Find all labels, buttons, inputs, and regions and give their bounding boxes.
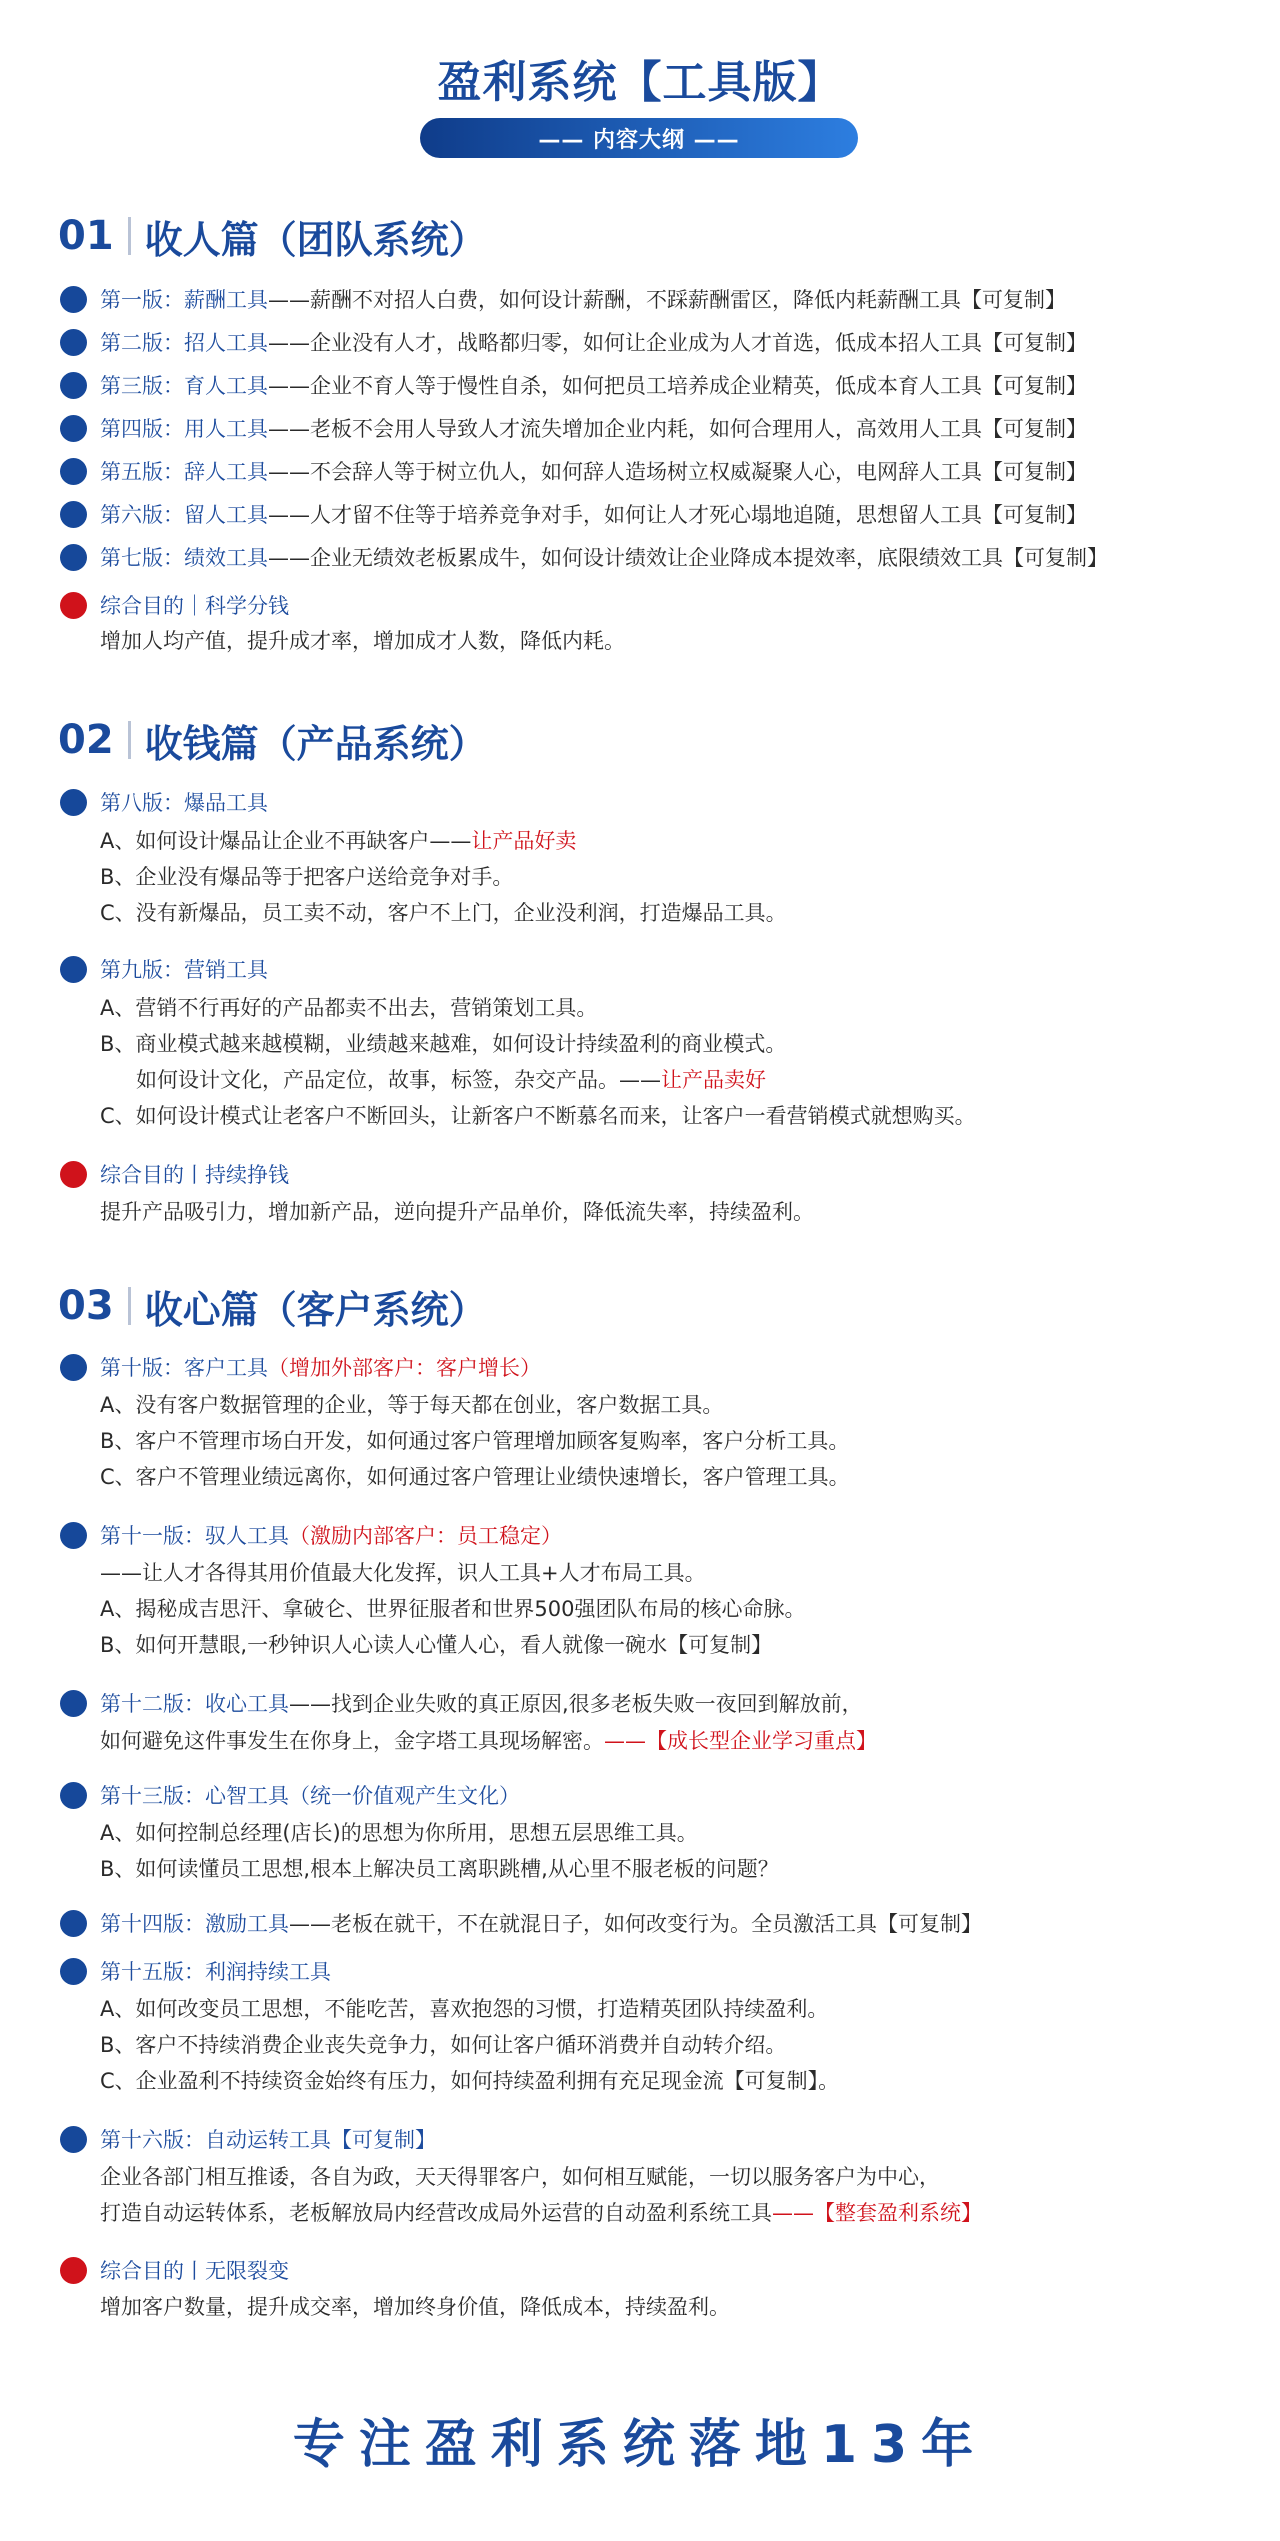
item-desc: ——薪酬不对招人白费，如何设计薪酬，不踩薪酬雷区，降低内耗薪酬工具【可复制】 xyxy=(268,288,1066,312)
block-label: 第十六版：自动运转工具【可复制】 xyxy=(100,2128,436,2152)
block-line: 如何设计文化，产品定位，故事，标签，杂交产品。——让产品卖好 xyxy=(136,1068,766,1092)
block-line: A、揭秘成吉思汗、拿破仑、世界征服者和世界500强团队布局的核心命脉。 xyxy=(100,1597,806,1621)
bullet-dot-icon xyxy=(60,789,87,816)
section-03-heading xyxy=(58,1278,487,1334)
block-heading xyxy=(60,785,268,819)
item-desc: ——企业无绩效老板累成牛，如何设计绩效让企业降成本提效率，底限绩效工具【可复制】 xyxy=(268,546,1108,570)
block-line: C、企业盈利不持续资金始终有压力，如何持续盈利拥有充足现金流【可复制】。 xyxy=(100,2069,840,2093)
item-label: 第五版：辞人工具 xyxy=(100,460,268,484)
block-label: 第十版：客户工具 xyxy=(100,1356,268,1380)
item-desc: ——不会辞人等于树立仇人，如何辞人造场树立权威凝聚人心，电网辞人工具【可复制】 xyxy=(268,460,1087,484)
bullet-dot-icon xyxy=(60,1690,87,1717)
list-item xyxy=(60,368,1087,402)
goal-label: 综合目的丨持续挣钱 xyxy=(100,1163,289,1187)
bullet-dot-icon xyxy=(60,956,87,983)
list-item xyxy=(60,540,1108,574)
goal-desc: 提升产品吸引力，增加新产品，逆向提升产品单价，降低流失率，持续盈利。 xyxy=(100,1200,814,1224)
block-heading xyxy=(60,1906,982,1940)
block-heading xyxy=(60,952,268,986)
goal-dot-icon xyxy=(60,2257,87,2284)
item-label: 第一版：薪酬工具 xyxy=(100,288,268,312)
block-line: A、没有客户数据管理的企业，等于每天都在创业，客户数据工具。 xyxy=(100,1393,724,1417)
section-number: 03 xyxy=(58,1283,114,1329)
block-label: 第十五版：利润持续工具 xyxy=(100,1960,331,1984)
block-heading xyxy=(60,2122,436,2156)
goal-dot-icon xyxy=(60,592,87,619)
page-title: 盈利系统【工具版】 xyxy=(437,57,843,108)
footer-slogan: 专注盈利系统落地13年 xyxy=(292,2415,988,2475)
list-item xyxy=(60,411,1087,445)
block-line: A、如何改变员工思想，不能吃苦，喜欢抱怨的习惯，打造精英团队持续盈利。 xyxy=(100,1997,829,2021)
section-title: 收钱篇（产品系统） xyxy=(144,721,487,766)
goal-label: 综合目的丨无限裂变 xyxy=(100,2259,289,2283)
section-divider xyxy=(128,217,131,255)
item-label: 第六版：留人工具 xyxy=(100,503,268,527)
goal-heading xyxy=(60,1157,289,1191)
goal-desc: 增加客户数量，提升成交率，增加终身价值，降低成本，持续盈利。 xyxy=(100,2295,730,2319)
bullet-dot-icon xyxy=(60,286,87,313)
list-item xyxy=(60,497,1087,531)
bullet-dot-icon xyxy=(60,1354,87,1381)
block-label: 第十二版：收心工具 xyxy=(100,1692,289,1716)
bullet-dot-icon xyxy=(60,329,87,356)
list-item xyxy=(60,325,1087,359)
bullet-dot-icon xyxy=(60,1522,87,1549)
block-line: A、如何设计爆品让企业不再缺客户——让产品好卖 xyxy=(100,829,577,853)
block-label-highlight: （激励内部客户：员工稳定） xyxy=(289,1524,562,1548)
list-item xyxy=(60,282,1066,316)
block-line: A、营销不行再好的产品都卖不出去，营销策划工具。 xyxy=(100,996,598,1020)
block-line: 如何避免这件事发生在你身上，金字塔工具现场解密。——【成长型企业学习重点】 xyxy=(100,1729,877,1753)
block-heading xyxy=(60,1350,541,1384)
item-label: 第四版：用人工具 xyxy=(100,417,268,441)
section-02-heading xyxy=(58,712,487,768)
goal-desc: 增加人均产值，提升成才率，增加成才人数，降低内耗。 xyxy=(100,629,625,653)
section-title: 收人篇（团队系统） xyxy=(144,217,487,262)
block-heading xyxy=(60,1686,863,1720)
item-label: 第七版：绩效工具 xyxy=(100,546,268,570)
block-heading xyxy=(60,1518,562,1552)
block-line: C、没有新爆品，员工卖不动，客户不上门，企业没利润，打造爆品工具。 xyxy=(100,901,787,925)
block-label: 第九版：营销工具 xyxy=(100,958,268,982)
block-line: B、如何开慧眼,一秒钟识人心读人心懂人心，看人就像一碗水【可复制】 xyxy=(100,1633,773,1657)
outline-pill: —— 内容大纲 —— xyxy=(420,118,858,158)
item-desc: ——企业没有人才，战略都归零，如何让企业成为人才首选，低成本招人工具【可复制】 xyxy=(268,331,1087,355)
block-label: 第十一版：驭人工具 xyxy=(100,1524,289,1548)
block-label: 第十四版：激励工具 xyxy=(100,1912,289,1936)
block-line: 企业各部门相互推诿，各自为政，天天得罪客户，如何相互赋能，一切以服务客户为中心， xyxy=(100,2165,940,2189)
item-desc: ——人才留不住等于培养竞争对手，如何让人才死心塌地追随，思想留人工具【可复制】 xyxy=(268,503,1087,527)
section-01-heading xyxy=(58,208,487,264)
bullet-dot-icon xyxy=(60,1782,87,1809)
block-line: B、客户不管理市场白开发，如何通过客户管理增加顾客复购率，客户分析工具。 xyxy=(100,1429,850,1453)
block-label-highlight: （增加外部客户：客户增长） xyxy=(268,1356,541,1380)
block-line: A、如何控制总经理(店长)的思想为你所用，思想五层思维工具。 xyxy=(100,1821,698,1845)
goal-heading xyxy=(60,588,289,622)
section-number: 02 xyxy=(58,717,114,763)
block-line: B、企业没有爆品等于把客户送给竞争对手。 xyxy=(100,865,514,889)
block-label-desc: ——老板在就干，不在就混日子，如何改变行为。全员激活工具【可复制】 xyxy=(289,1912,982,1936)
block-heading xyxy=(60,1778,520,1812)
bullet-dot-icon xyxy=(60,458,87,485)
block-heading xyxy=(60,1954,331,1988)
bullet-dot-icon xyxy=(60,372,87,399)
block-line: B、客户不持续消费企业丧失竞争力，如何让客户循环消费并自动转介绍。 xyxy=(100,2033,787,2057)
item-label: 第三版：育人工具 xyxy=(100,374,268,398)
item-label: 第二版：招人工具 xyxy=(100,331,268,355)
block-label: 第十三版：心智工具（统一价值观产生文化） xyxy=(100,1784,520,1808)
block-line: C、客户不管理业绩远离你，如何通过客户管理让业绩快速增长，客户管理工具。 xyxy=(100,1465,850,1489)
bullet-dot-icon xyxy=(60,2126,87,2153)
section-divider xyxy=(128,721,131,759)
section-divider xyxy=(128,1287,131,1325)
bullet-dot-icon xyxy=(60,415,87,442)
block-line: C、如何设计模式让老客户不断回头，让新客户不断慕名而来，让客户一看营销模式就想购买。 xyxy=(100,1104,976,1128)
bullet-dot-icon xyxy=(60,1958,87,1985)
goal-dot-icon xyxy=(60,1161,87,1188)
block-line: B、商业模式越来越模糊，业绩越来越难，如何设计持续盈利的商业模式。 xyxy=(100,1032,787,1056)
item-desc: ——老板不会用人导致人才流失增加企业内耗，如何合理用人，高效用人工具【可复制】 xyxy=(268,417,1087,441)
bullet-dot-icon xyxy=(60,501,87,528)
block-label-desc: ——找到企业失败的真正原因,很多老板失败一夜回到解放前， xyxy=(289,1692,863,1716)
goal-heading xyxy=(60,2253,289,2287)
goal-label: 综合目的｜科学分钱 xyxy=(100,594,289,618)
list-item xyxy=(60,454,1087,488)
block-line: 打造自动运转体系，老板解放局内经营改成局外运营的自动盈利系统工具——【整套盈利系统】 xyxy=(100,2201,982,2225)
block-line: ——让人才各得其用价值最大化发挥，识人工具+人才布局工具。 xyxy=(100,1561,706,1585)
section-title: 收心篇（客户系统） xyxy=(144,1287,487,1332)
bullet-dot-icon xyxy=(60,544,87,571)
block-label: 第八版：爆品工具 xyxy=(100,791,268,815)
block-line: B、如何读懂员工思想,根本上解决员工离职跳槽,从心里不服老板的问题？ xyxy=(100,1857,779,1881)
section-number: 01 xyxy=(58,213,114,259)
item-desc: ——企业不育人等于慢性自杀，如何把员工培养成企业精英，低成本育人工具【可复制】 xyxy=(268,374,1087,398)
bullet-dot-icon xyxy=(60,1910,87,1937)
